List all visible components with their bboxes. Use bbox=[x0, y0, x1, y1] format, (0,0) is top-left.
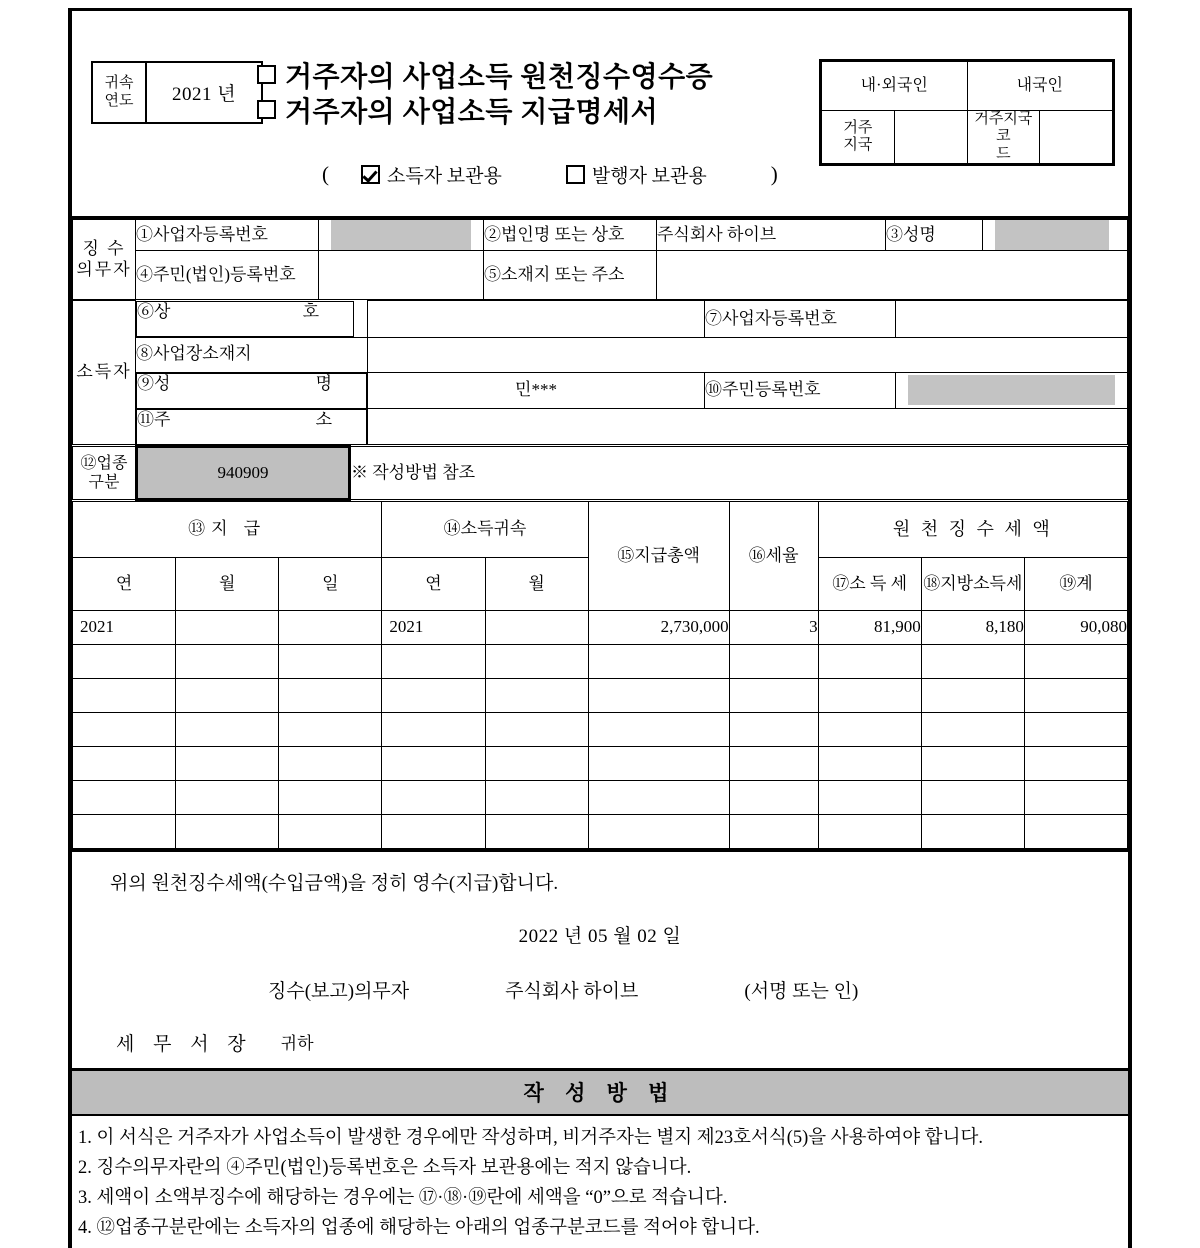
cell-pay-day[interactable] bbox=[279, 611, 382, 645]
declaration-agent-label: 징수(보고)의무자 bbox=[268, 981, 410, 1002]
cell-empty[interactable] bbox=[279, 679, 382, 713]
payment-date-group-header-text: ⑬지 급 bbox=[188, 519, 267, 539]
cell-empty[interactable] bbox=[485, 713, 588, 747]
earner-trade-name-value[interactable] bbox=[368, 301, 705, 338]
cell-empty[interactable] bbox=[176, 645, 279, 679]
cell-empty[interactable] bbox=[73, 713, 176, 747]
cell-pay-month[interactable] bbox=[176, 611, 279, 645]
agent-rep-name-label: ③성명 bbox=[886, 220, 983, 251]
residence-country-code-value[interactable] bbox=[1040, 111, 1113, 164]
table-row[interactable] bbox=[73, 611, 1128, 645]
cell-tax-rate[interactable]: 3 bbox=[729, 611, 818, 645]
cell-empty[interactable] bbox=[588, 679, 729, 713]
cell-empty[interactable] bbox=[73, 645, 176, 679]
instruction-line: 2. 징수의무자란의 ④주민(법인)등록번호은 소득자 보관용에는 적지 않습니다. bbox=[78, 1157, 692, 1178]
accrual-year-label bbox=[93, 63, 147, 122]
checkbox-issuer-copy-icon[interactable] bbox=[566, 165, 585, 184]
withholding-agent-side-label-line1: 징 수 bbox=[82, 239, 126, 259]
cell-empty[interactable] bbox=[818, 747, 921, 781]
declaration-agent-name: 주식회사 하이브 bbox=[505, 981, 639, 1002]
cell-empty[interactable] bbox=[382, 645, 485, 679]
cell-empty[interactable] bbox=[818, 645, 921, 679]
nationality-col1-header: 내·외국인 bbox=[822, 62, 968, 111]
business-type-code-value[interactable]: 940909 bbox=[137, 447, 350, 500]
cell-pay-year[interactable]: 2021 bbox=[73, 611, 176, 645]
cell-empty[interactable] bbox=[1024, 781, 1127, 815]
residence-country-label bbox=[822, 111, 895, 164]
cell-total-tax[interactable]: 90,080 bbox=[1024, 611, 1127, 645]
instruction-line: 4. ⑫업종구분란에는 소득자의 업종에 해당하는 아래의 업종구분코드를 적어야 합니다. bbox=[78, 1217, 760, 1238]
cell-empty[interactable] bbox=[279, 781, 382, 815]
accrual-date-group-header: ⑭소득귀속 bbox=[382, 502, 588, 558]
agent-corp-name-label: ②법인명 또는 상호 bbox=[484, 220, 657, 251]
declaration-date: 2022 년 05 월 02 일 bbox=[518, 926, 682, 947]
cell-empty[interactable] bbox=[729, 781, 818, 815]
accrual-year-value: 2021 년 bbox=[171, 84, 237, 105]
cell-empty[interactable] bbox=[729, 645, 818, 679]
agent-address-value[interactable] bbox=[657, 251, 1128, 300]
earner-biz-reg-no-value[interactable] bbox=[896, 301, 1128, 338]
cell-empty[interactable] bbox=[921, 781, 1024, 815]
local-income-tax-header: ⑱지방소득세 bbox=[921, 558, 1024, 611]
cell-empty[interactable] bbox=[176, 679, 279, 713]
earner-name-value[interactable]: 민*** bbox=[368, 372, 705, 409]
total-amount-header: ⑮지급총액 bbox=[588, 502, 729, 611]
earner-trade-name-label-a: ⑥상 bbox=[137, 301, 171, 321]
cell-empty[interactable] bbox=[485, 815, 588, 849]
accrual-year-label-line1: 귀속 bbox=[104, 75, 134, 92]
earner-resident-reg-no-value[interactable] bbox=[896, 372, 1128, 409]
cell-empty[interactable] bbox=[729, 815, 818, 849]
cell-empty[interactable] bbox=[588, 645, 729, 679]
agent-address-label: ⑤소재지 또는 주소 bbox=[484, 251, 657, 300]
checkbox-statement-icon[interactable] bbox=[257, 100, 276, 119]
checkbox-income-earner-copy-icon[interactable] bbox=[361, 165, 380, 184]
residence-country-code-label-line1: 거주지국코 bbox=[974, 111, 1033, 145]
business-type-table bbox=[72, 445, 1128, 501]
accrual-year-label-line2: 연도 bbox=[104, 92, 134, 109]
tax-office-label: 세 무 서 장 bbox=[116, 1034, 253, 1055]
income-earner-table bbox=[72, 300, 1128, 445]
instruction-line: 3. 세액이 소액부징수에 해당하는 경우에는 ⑰·⑱·⑲란에 세액을 “0”으로 적습니다. bbox=[78, 1187, 728, 1208]
cell-empty[interactable] bbox=[588, 747, 729, 781]
accrual-month-header: 월 bbox=[485, 558, 588, 611]
declaration-signature-line bbox=[72, 948, 1128, 1003]
withholding-agent-side-label bbox=[73, 220, 136, 300]
agent-rep-name-value[interactable] bbox=[983, 220, 1128, 251]
copy-type-selector bbox=[322, 161, 778, 188]
accrual-year-header: 연 bbox=[382, 558, 485, 611]
cell-empty[interactable] bbox=[279, 747, 382, 781]
cell-total-amount[interactable]: 2,730,000 bbox=[588, 611, 729, 645]
cell-empty[interactable] bbox=[921, 645, 1024, 679]
title-receipt-text: 거주자의 사업소득 원천징수영수증 bbox=[285, 61, 714, 93]
cell-empty[interactable] bbox=[921, 815, 1024, 849]
cell-empty[interactable] bbox=[279, 645, 382, 679]
table-row-empty[interactable] bbox=[73, 713, 1128, 747]
cell-empty[interactable] bbox=[176, 713, 279, 747]
cell-empty[interactable] bbox=[73, 781, 176, 815]
table-row-empty[interactable] bbox=[73, 645, 1128, 679]
cell-empty[interactable] bbox=[818, 815, 921, 849]
earner-trade-name-label-b: 호 bbox=[302, 301, 319, 321]
title-statement-text: 거주자의 사업소득 지급명세서 bbox=[285, 96, 659, 128]
cell-empty[interactable] bbox=[1024, 713, 1127, 747]
cell-empty[interactable] bbox=[1024, 815, 1127, 849]
declaration-statement: 위의 원천징수세액(수입금액)을 정히 영수(지급)합니다. bbox=[110, 873, 559, 894]
earner-name-label-a: ⑨성 bbox=[137, 373, 171, 393]
cell-income-tax[interactable]: 81,900 bbox=[818, 611, 921, 645]
cell-empty[interactable] bbox=[729, 679, 818, 713]
residence-country-code-label-line2: 드 bbox=[996, 145, 1011, 162]
cell-empty[interactable] bbox=[382, 713, 485, 747]
cell-empty[interactable] bbox=[485, 645, 588, 679]
redaction-box-agent-biz-reg-no bbox=[331, 220, 471, 250]
payment-table bbox=[72, 501, 1128, 849]
cell-empty[interactable] bbox=[921, 747, 1024, 781]
tax-rate-header: ⑯세율 bbox=[729, 502, 818, 611]
earner-business-address-label: ⑧사업장소재지 bbox=[136, 337, 368, 372]
cell-empty[interactable] bbox=[485, 679, 588, 713]
agent-biz-reg-no-label: ①사업자등록번호 bbox=[136, 220, 319, 251]
cell-empty[interactable] bbox=[485, 747, 588, 781]
cell-empty[interactable] bbox=[1024, 645, 1127, 679]
pay-year-header: 연 bbox=[73, 558, 176, 611]
earner-resident-reg-no-label: ⑩주민등록번호 bbox=[705, 372, 896, 409]
cell-empty[interactable] bbox=[176, 747, 279, 781]
cell-accrual-year[interactable]: 2021 bbox=[382, 611, 485, 645]
cell-empty[interactable] bbox=[729, 713, 818, 747]
cell-empty[interactable] bbox=[279, 713, 382, 747]
cell-empty[interactable] bbox=[73, 747, 176, 781]
cell-empty[interactable] bbox=[279, 815, 382, 849]
withholding-tax-group-header: 원 천 징 수 세 액 bbox=[818, 502, 1127, 558]
copy-option-income-earner-label: 소득자 보관용 bbox=[387, 166, 502, 187]
checkbox-receipt-icon[interactable] bbox=[257, 65, 276, 84]
empty-rows-group bbox=[73, 645, 1128, 849]
withholding-agent-table bbox=[72, 219, 1128, 300]
cell-empty[interactable] bbox=[818, 713, 921, 747]
earner-name-label bbox=[136, 373, 367, 409]
cell-accrual-month[interactable] bbox=[485, 611, 588, 645]
agent-resident-reg-no-value[interactable] bbox=[319, 251, 484, 300]
instructions-heading: 작 성 방 법 bbox=[72, 1068, 1128, 1116]
agent-corp-name-value[interactable]: 주식회사 하이브 bbox=[657, 220, 886, 251]
business-type-label-line1: ⑫업종 bbox=[80, 454, 128, 472]
paren-close: ) bbox=[770, 162, 778, 186]
cell-local-income-tax[interactable]: 8,180 bbox=[921, 611, 1024, 645]
nationality-box bbox=[819, 59, 1115, 166]
cell-empty[interactable] bbox=[921, 713, 1024, 747]
cell-empty[interactable] bbox=[921, 679, 1024, 713]
payment-date-group-header bbox=[73, 502, 382, 558]
residence-country-value[interactable] bbox=[894, 111, 967, 164]
cell-empty[interactable] bbox=[818, 679, 921, 713]
cell-empty[interactable] bbox=[176, 781, 279, 815]
total-tax-header: ⑲계 bbox=[1024, 558, 1127, 611]
declaration-signature-note: (서명 또는 인) bbox=[744, 981, 859, 1002]
nationality-col2-header: 내국인 bbox=[967, 62, 1113, 111]
pay-day-header: 일 bbox=[279, 558, 382, 611]
earner-trade-name-label bbox=[136, 301, 354, 337]
cell-empty[interactable] bbox=[588, 815, 729, 849]
business-type-label bbox=[73, 447, 137, 500]
earner-biz-reg-no-label: ⑦사업자등록번호 bbox=[705, 301, 896, 338]
tax-office-suffix: 귀하 bbox=[280, 1034, 314, 1053]
business-type-label-line2: 구분 bbox=[88, 474, 120, 491]
table-row-empty[interactable] bbox=[73, 815, 1128, 849]
earner-business-address-value[interactable] bbox=[368, 337, 1128, 372]
earner-address-label bbox=[136, 409, 367, 445]
table-row-empty[interactable] bbox=[73, 781, 1128, 815]
cell-empty[interactable] bbox=[382, 747, 485, 781]
earner-address-label-a: ⑪주 bbox=[137, 409, 171, 429]
residence-country-code-label bbox=[967, 111, 1040, 164]
cell-empty[interactable] bbox=[1024, 679, 1127, 713]
pay-month-header: 월 bbox=[176, 558, 279, 611]
cell-empty[interactable] bbox=[1024, 747, 1127, 781]
table-row-empty[interactable] bbox=[73, 679, 1128, 713]
withholding-agent-side-label-line2: 의무자 bbox=[76, 259, 132, 279]
declaration-section bbox=[72, 849, 1128, 1068]
redaction-box-agent-rep-name bbox=[995, 220, 1109, 250]
residence-country-label-line2: 지국 bbox=[843, 137, 873, 153]
income-tax-header: ⑰소 득 세 bbox=[818, 558, 921, 611]
tax-form-page bbox=[68, 8, 1132, 1248]
instructions-body bbox=[72, 1116, 1128, 1248]
paren-open: ( bbox=[322, 162, 329, 186]
form-title-block bbox=[257, 57, 817, 127]
redaction-box-earner-resident-reg-no bbox=[908, 375, 1115, 405]
agent-biz-reg-no-value[interactable] bbox=[319, 220, 484, 251]
copy-option-issuer-label: 발행자 보관용 bbox=[591, 166, 707, 187]
earner-name-label-b: 명 bbox=[315, 373, 332, 393]
accrual-year-box bbox=[91, 61, 263, 124]
cell-empty[interactable] bbox=[382, 679, 485, 713]
cell-empty[interactable] bbox=[818, 781, 921, 815]
agent-resident-reg-no-label: ④주민(법인)등록번호 bbox=[136, 251, 319, 300]
cell-empty[interactable] bbox=[382, 815, 485, 849]
title-option-statement[interactable] bbox=[257, 92, 817, 127]
cell-empty[interactable] bbox=[588, 713, 729, 747]
earner-address-value[interactable] bbox=[368, 409, 1128, 445]
cell-empty[interactable] bbox=[588, 781, 729, 815]
business-type-note: ※ 작성방법 참조 bbox=[350, 447, 1128, 500]
cell-empty[interactable] bbox=[382, 781, 485, 815]
declaration-tax-office-line bbox=[72, 1003, 1128, 1056]
cell-empty[interactable] bbox=[176, 815, 279, 849]
cell-empty[interactable] bbox=[73, 815, 176, 849]
cell-empty[interactable] bbox=[485, 781, 588, 815]
residence-country-label-line1: 거주 bbox=[843, 119, 873, 136]
income-earner-side-label: 소득자 bbox=[73, 301, 136, 445]
cell-empty[interactable] bbox=[729, 747, 818, 781]
title-option-receipt[interactable] bbox=[257, 57, 817, 92]
form-header bbox=[72, 11, 1128, 219]
table-row-empty[interactable] bbox=[73, 747, 1128, 781]
earner-address-label-b: 소 bbox=[315, 409, 332, 429]
cell-empty[interactable] bbox=[73, 679, 176, 713]
instruction-line: 1. 이 서식은 거주자가 사업소득이 발생한 경우에만 작성하며, 비거주자는 별지 제23호서식(5)을 사용하여야 합니다. bbox=[78, 1128, 984, 1148]
